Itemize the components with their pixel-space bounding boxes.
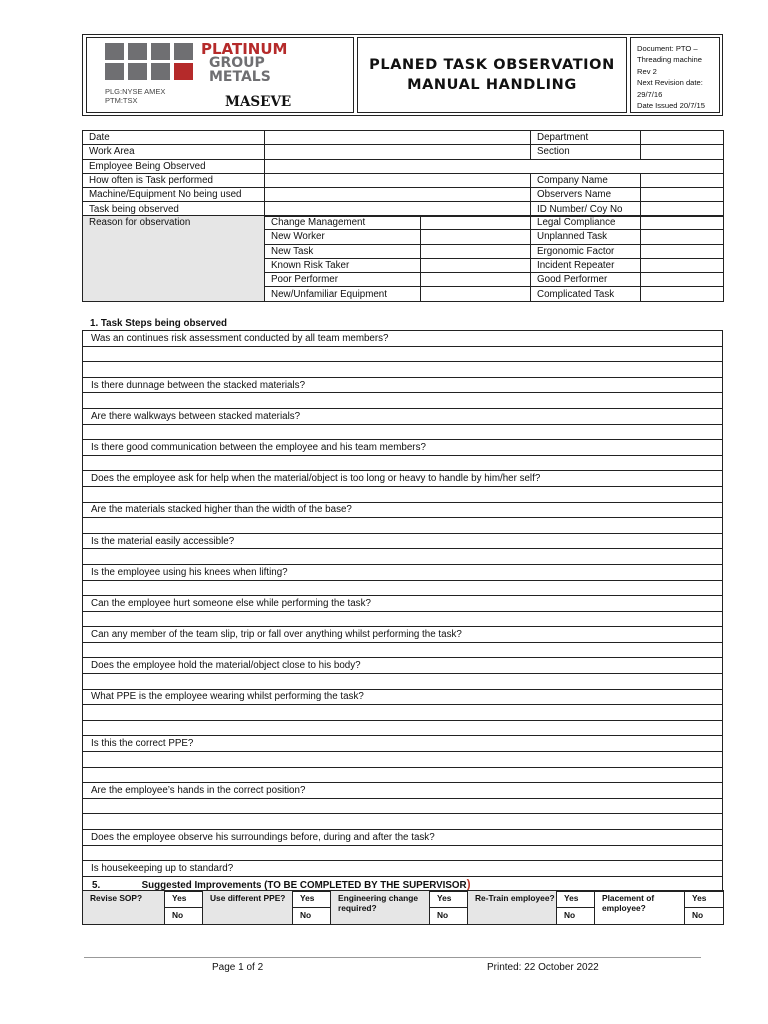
improvement-placement-of-employee: Placement of employee? bbox=[595, 891, 685, 925]
work-area-field[interactable] bbox=[265, 145, 531, 159]
question-row: Does the employee ask for help when the material/object is too long or heavy to handle by him/her self? bbox=[83, 471, 723, 487]
logo-square bbox=[151, 43, 170, 60]
answer-row[interactable] bbox=[83, 549, 723, 565]
question-row: Is the material easily accessible? bbox=[83, 533, 723, 549]
reason-checkbox[interactable] bbox=[421, 273, 531, 287]
section-5-paren: ) bbox=[466, 877, 471, 891]
footer-divider bbox=[84, 957, 701, 958]
listing-info bbox=[105, 87, 165, 105]
logo-text-metals: METALS bbox=[209, 69, 271, 85]
no-checkbox[interactable]: No bbox=[293, 908, 331, 925]
question-row: Are there walkways between stacked materials? bbox=[83, 408, 723, 424]
reason-checkbox[interactable] bbox=[421, 244, 531, 258]
reason-option-label: Unplanned Task bbox=[531, 230, 641, 244]
no-checkbox[interactable]: No bbox=[685, 908, 724, 925]
logo-square-red bbox=[174, 63, 193, 80]
question-row: What PPE is the employee wearing whilst performing the task? bbox=[83, 689, 723, 705]
reason-checkbox[interactable] bbox=[421, 287, 531, 301]
section-field[interactable] bbox=[641, 145, 724, 159]
logo-square bbox=[105, 63, 124, 80]
question-row: Does the employee hold the material/object close to his body? bbox=[83, 658, 723, 674]
section-label: Section bbox=[531, 145, 641, 159]
reason-option-label: Incident Repeater bbox=[531, 258, 641, 272]
company-name-field[interactable] bbox=[641, 173, 724, 187]
answer-row[interactable] bbox=[83, 393, 723, 409]
no-checkbox[interactable]: No bbox=[165, 908, 203, 925]
reason-option-label: Change Management bbox=[265, 216, 421, 230]
how-often-field[interactable] bbox=[265, 173, 531, 187]
answer-row[interactable] bbox=[83, 580, 723, 596]
question-row: Does the employee observe his surroundings before, during and after the task? bbox=[83, 830, 723, 846]
section-5-heading: Suggested Improvements (TO BE COMPLETED BY THE SUPERVISOR bbox=[141, 880, 467, 891]
answer-row[interactable] bbox=[83, 845, 723, 861]
reason-label: Reason for observation bbox=[83, 216, 265, 302]
reason-option-label: Known Risk Taker bbox=[265, 258, 421, 272]
logo-square bbox=[151, 63, 170, 80]
reason-option-label: Ergonomic Factor bbox=[531, 244, 641, 258]
improvement-revise-sop: Revise SOP? bbox=[83, 891, 165, 925]
machine-label: Machine/Equipment No being used bbox=[83, 188, 265, 202]
department-field[interactable] bbox=[641, 131, 724, 145]
answer-row[interactable] bbox=[83, 346, 723, 362]
observers-name-field[interactable] bbox=[641, 188, 724, 202]
answer-row[interactable] bbox=[83, 518, 723, 534]
answer-row[interactable] bbox=[83, 611, 723, 627]
question-row: Is there good communication between the employee and his team members? bbox=[83, 440, 723, 456]
observers-name-label: Observers Name bbox=[531, 188, 641, 202]
doc-info-line: 29/7/16 bbox=[637, 89, 663, 99]
machine-field[interactable] bbox=[265, 188, 531, 202]
answer-row[interactable] bbox=[83, 705, 723, 721]
answer-row[interactable] bbox=[83, 455, 723, 471]
company-name-label: Company Name bbox=[531, 173, 641, 187]
answer-row[interactable] bbox=[83, 362, 723, 378]
reason-option-label: New Worker bbox=[265, 230, 421, 244]
date-field[interactable] bbox=[265, 131, 531, 145]
doc-info-line: Document: PTO – bbox=[637, 44, 698, 53]
yes-checkbox[interactable]: Yes bbox=[685, 891, 724, 908]
date-label: Date bbox=[83, 131, 265, 145]
document-header bbox=[82, 34, 723, 116]
site-name: MASEVE bbox=[225, 94, 292, 110]
reason-for-observation-table bbox=[82, 215, 724, 302]
reason-option-label: Complicated Task bbox=[531, 287, 641, 301]
department-label: Department bbox=[531, 131, 641, 145]
section-5-number: 5. bbox=[92, 880, 101, 891]
reason-checkbox[interactable] bbox=[641, 216, 724, 230]
question-row: Is this the correct PPE? bbox=[83, 736, 723, 752]
title-line-2: MANUAL HANDLING bbox=[407, 77, 577, 93]
reason-checkbox[interactable] bbox=[421, 216, 531, 230]
listing-nyse: PLG:NYSE AMEX bbox=[105, 87, 166, 96]
improvement-engineering-change: Engineering change required? bbox=[331, 891, 430, 925]
logo-square bbox=[174, 43, 193, 60]
observation-details-table bbox=[82, 130, 724, 217]
logo-square bbox=[105, 43, 124, 60]
employee-observed-label: Employee Being Observed bbox=[83, 159, 265, 173]
reason-option-label: Poor Performer bbox=[265, 273, 421, 287]
reason-option-label: New Task bbox=[265, 244, 421, 258]
title-line-1: PLANED TASK OBSERVATION bbox=[369, 57, 615, 73]
answer-row[interactable] bbox=[83, 486, 723, 502]
yes-checkbox[interactable]: Yes bbox=[293, 891, 331, 908]
listing-tsx: PTM:TSX bbox=[105, 96, 138, 105]
question-row: Was an continues risk assessment conducted by all team members? bbox=[83, 331, 723, 347]
answer-row[interactable] bbox=[83, 798, 723, 814]
reason-checkbox[interactable] bbox=[641, 287, 724, 301]
reason-option-label: Legal Compliance bbox=[531, 216, 641, 230]
question-row: Can any member of the team slip, trip or fall over anything whilst performing the task? bbox=[83, 627, 723, 643]
doc-info-line: Date Issued 20/7/15 bbox=[637, 101, 705, 111]
section-5-title bbox=[92, 877, 471, 891]
section-1-title: 1. Task Steps being observed bbox=[90, 318, 228, 329]
printed-date: Printed: 22 October 2022 bbox=[487, 962, 599, 973]
logo-text-platinum: PLATINUM bbox=[201, 40, 288, 58]
answer-row[interactable] bbox=[83, 424, 723, 440]
reason-checkbox[interactable] bbox=[641, 244, 724, 258]
page-number: Page 1 of 2 bbox=[212, 962, 264, 973]
reason-checkbox[interactable] bbox=[641, 273, 724, 287]
no-checkbox[interactable]: No bbox=[430, 908, 468, 925]
company-logo bbox=[86, 37, 354, 113]
question-row: Is the employee using his knees when lifting? bbox=[83, 564, 723, 580]
how-often-label: How often is Task performed bbox=[83, 173, 265, 187]
yes-checkbox[interactable]: Yes bbox=[165, 891, 203, 908]
task-observed-label: Task being observed bbox=[83, 202, 265, 216]
question-row: Are the materials stacked higher than the width of the base? bbox=[83, 502, 723, 518]
improvement-use-different-ppe: Use different PPE? bbox=[203, 891, 293, 925]
answer-row[interactable] bbox=[83, 752, 723, 768]
doc-info-line: Threading machine bbox=[637, 55, 703, 65]
no-checkbox[interactable]: No bbox=[557, 908, 595, 925]
doc-info-line: Rev 2 bbox=[637, 66, 657, 76]
question-row: Is there dunnage between the stacked materials? bbox=[83, 377, 723, 393]
work-area-label: Work Area bbox=[83, 145, 265, 159]
logo-square bbox=[128, 43, 147, 60]
task-steps-table bbox=[82, 330, 723, 892]
logo-square bbox=[128, 63, 147, 80]
answer-row[interactable] bbox=[83, 642, 723, 658]
answer-row[interactable] bbox=[83, 674, 723, 690]
answer-row[interactable] bbox=[83, 814, 723, 830]
reason-checkbox[interactable] bbox=[421, 230, 531, 244]
id-number-label: ID Number/ Coy No bbox=[531, 202, 641, 216]
reason-checkbox[interactable] bbox=[641, 258, 724, 272]
document-title bbox=[357, 37, 627, 113]
reason-checkbox[interactable] bbox=[641, 230, 724, 244]
document-control-info bbox=[630, 37, 720, 113]
question-row: Are the employee’s hands in the correct position? bbox=[83, 783, 723, 799]
question-row: Can the employee hurt someone else while performing the task? bbox=[83, 596, 723, 612]
suggested-improvements-table bbox=[82, 890, 724, 925]
answer-row[interactable] bbox=[83, 720, 723, 736]
employee-observed-field[interactable] bbox=[265, 159, 724, 173]
question-row: Is housekeeping up to standard? bbox=[83, 861, 723, 877]
answer-row[interactable] bbox=[83, 767, 723, 783]
doc-info-line: Next Revision date: bbox=[637, 78, 703, 88]
reason-option-label: Good Performer bbox=[531, 273, 641, 287]
reason-option-label: New/Unfamiliar Equipment bbox=[265, 287, 421, 301]
logo-text-group: GROUP bbox=[209, 55, 265, 71]
reason-checkbox[interactable] bbox=[421, 258, 531, 272]
improvement-re-train-employee: Re-Train employee? bbox=[468, 891, 557, 925]
yes-checkbox[interactable]: Yes bbox=[557, 891, 595, 908]
yes-checkbox[interactable]: Yes bbox=[430, 891, 468, 908]
